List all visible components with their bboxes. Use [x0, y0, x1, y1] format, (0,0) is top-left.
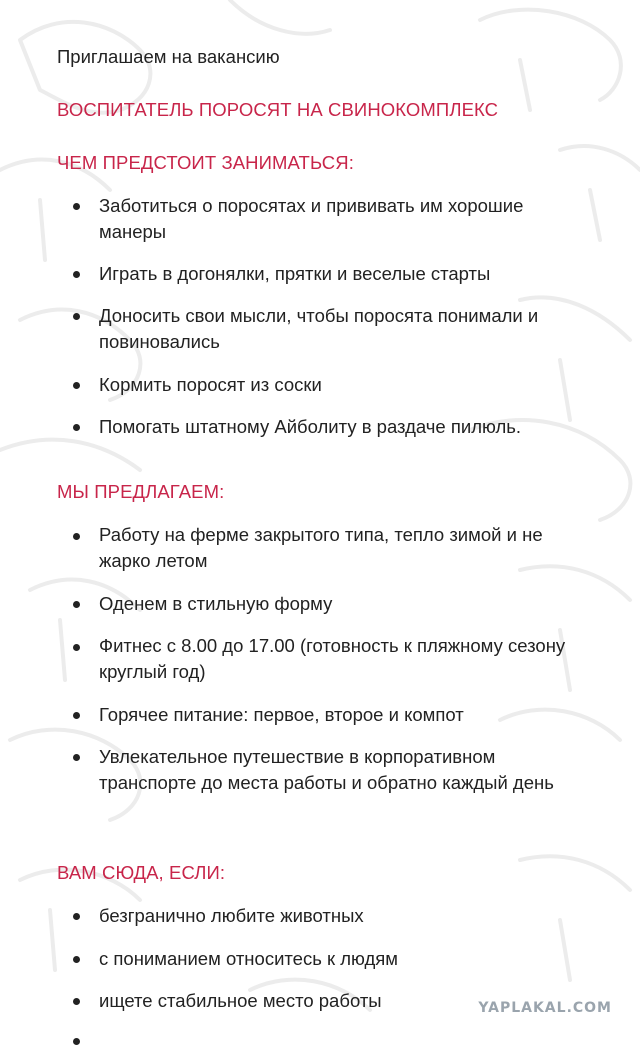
- vacancy-title: ВОСПИТАТЕЛЬ ПОРОСЯТ НА СВИНОКОМПЛЕКС: [57, 99, 499, 120]
- bullet-icon: [73, 712, 80, 719]
- intro-text: Приглашаем на вакансию: [57, 46, 280, 67]
- bullet-icon: [73, 424, 80, 431]
- bullet-icon: [73, 382, 80, 389]
- bullet-icon: [73, 998, 80, 1005]
- site-watermark: YAPLAKAL.COM: [478, 1000, 612, 1016]
- bullet-icon: [73, 601, 80, 608]
- bullet-icon: [73, 1038, 80, 1045]
- bullet-icon: [73, 956, 80, 963]
- bullet-icon: [73, 644, 80, 651]
- bullet-icon: [73, 313, 80, 320]
- bullet-icon: [73, 913, 80, 920]
- duties-heading: ЧЕМ ПРЕДСТОИТ ЗАНИМАТЬСЯ:: [57, 152, 354, 173]
- fit-heading: ВАМ СЮДА, ЕСЛИ:: [57, 862, 226, 883]
- bullet-icon: [73, 203, 80, 210]
- offer-heading: МЫ ПРЕДЛАГАЕМ:: [57, 481, 225, 502]
- bullet-icon: [73, 271, 80, 278]
- bullet-icon: [73, 533, 80, 540]
- bullet-icon: [73, 754, 80, 761]
